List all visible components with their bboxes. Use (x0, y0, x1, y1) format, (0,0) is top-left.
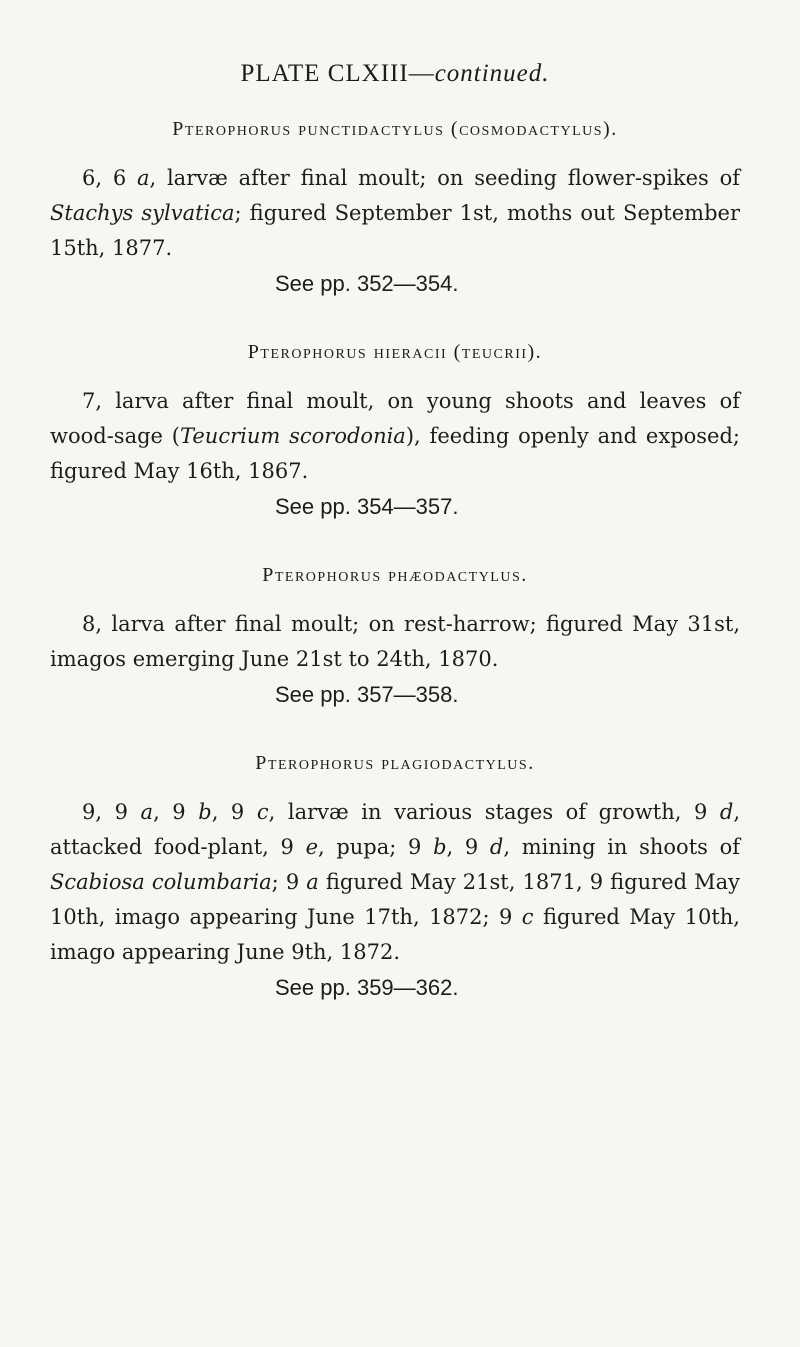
page (50, 60, 740, 1005)
entry-text: 7, larva after final moult, on young shoots and leaves of wood-sage (Teucrium scorodonia), feeding openly and exposed; figured May 16th, 1867. (50, 389, 740, 483)
plate-number: PLATE CLXIII (240, 60, 409, 87)
page-reference: See pp. 352—354. (275, 271, 459, 296)
page-reference: See pp. 359—362. (275, 975, 459, 1000)
entry-text: 9, 9 a, 9 b, 9 c, larvæ in various stages of growth, 9 d, attacked food-plant, 9 e, pupa; 9 b, 9 d, mining in shoots of Scabiosa columbaria; 9 a figured May 21st, 1871, 9 figured May 10th, imago appearing June 17th, 1872; 9 c figured May 10th, imago appearing June 9th, 1872. (50, 800, 741, 964)
title-dash: — (408, 60, 435, 87)
page-reference: See pp. 354—357. (275, 494, 459, 519)
species-heading: Pterophorus punctidactylus (cosmodactylus). (172, 118, 618, 140)
species-heading: Pterophorus hieracii (teucrii). (247, 341, 543, 363)
species-heading: Pterophorus phæodactylus. (262, 564, 528, 586)
plate-title (50, 60, 740, 88)
continued-label: continued. (434, 60, 550, 87)
species-heading: Pterophorus plagiodactylus. (255, 752, 535, 774)
entry-text: 6, 6 a, larvæ after final moult; on seeding flower-spikes of Stachys sylvatica; figured September 1st, moths out September 15th, 1877. (50, 166, 741, 260)
page-reference: See pp. 357—358. (275, 682, 459, 707)
entry-text: 8, larva after final moult; on rest-harrow; figured May 31st, imagos emerging June 21st to 24th, 1870. (50, 612, 740, 671)
